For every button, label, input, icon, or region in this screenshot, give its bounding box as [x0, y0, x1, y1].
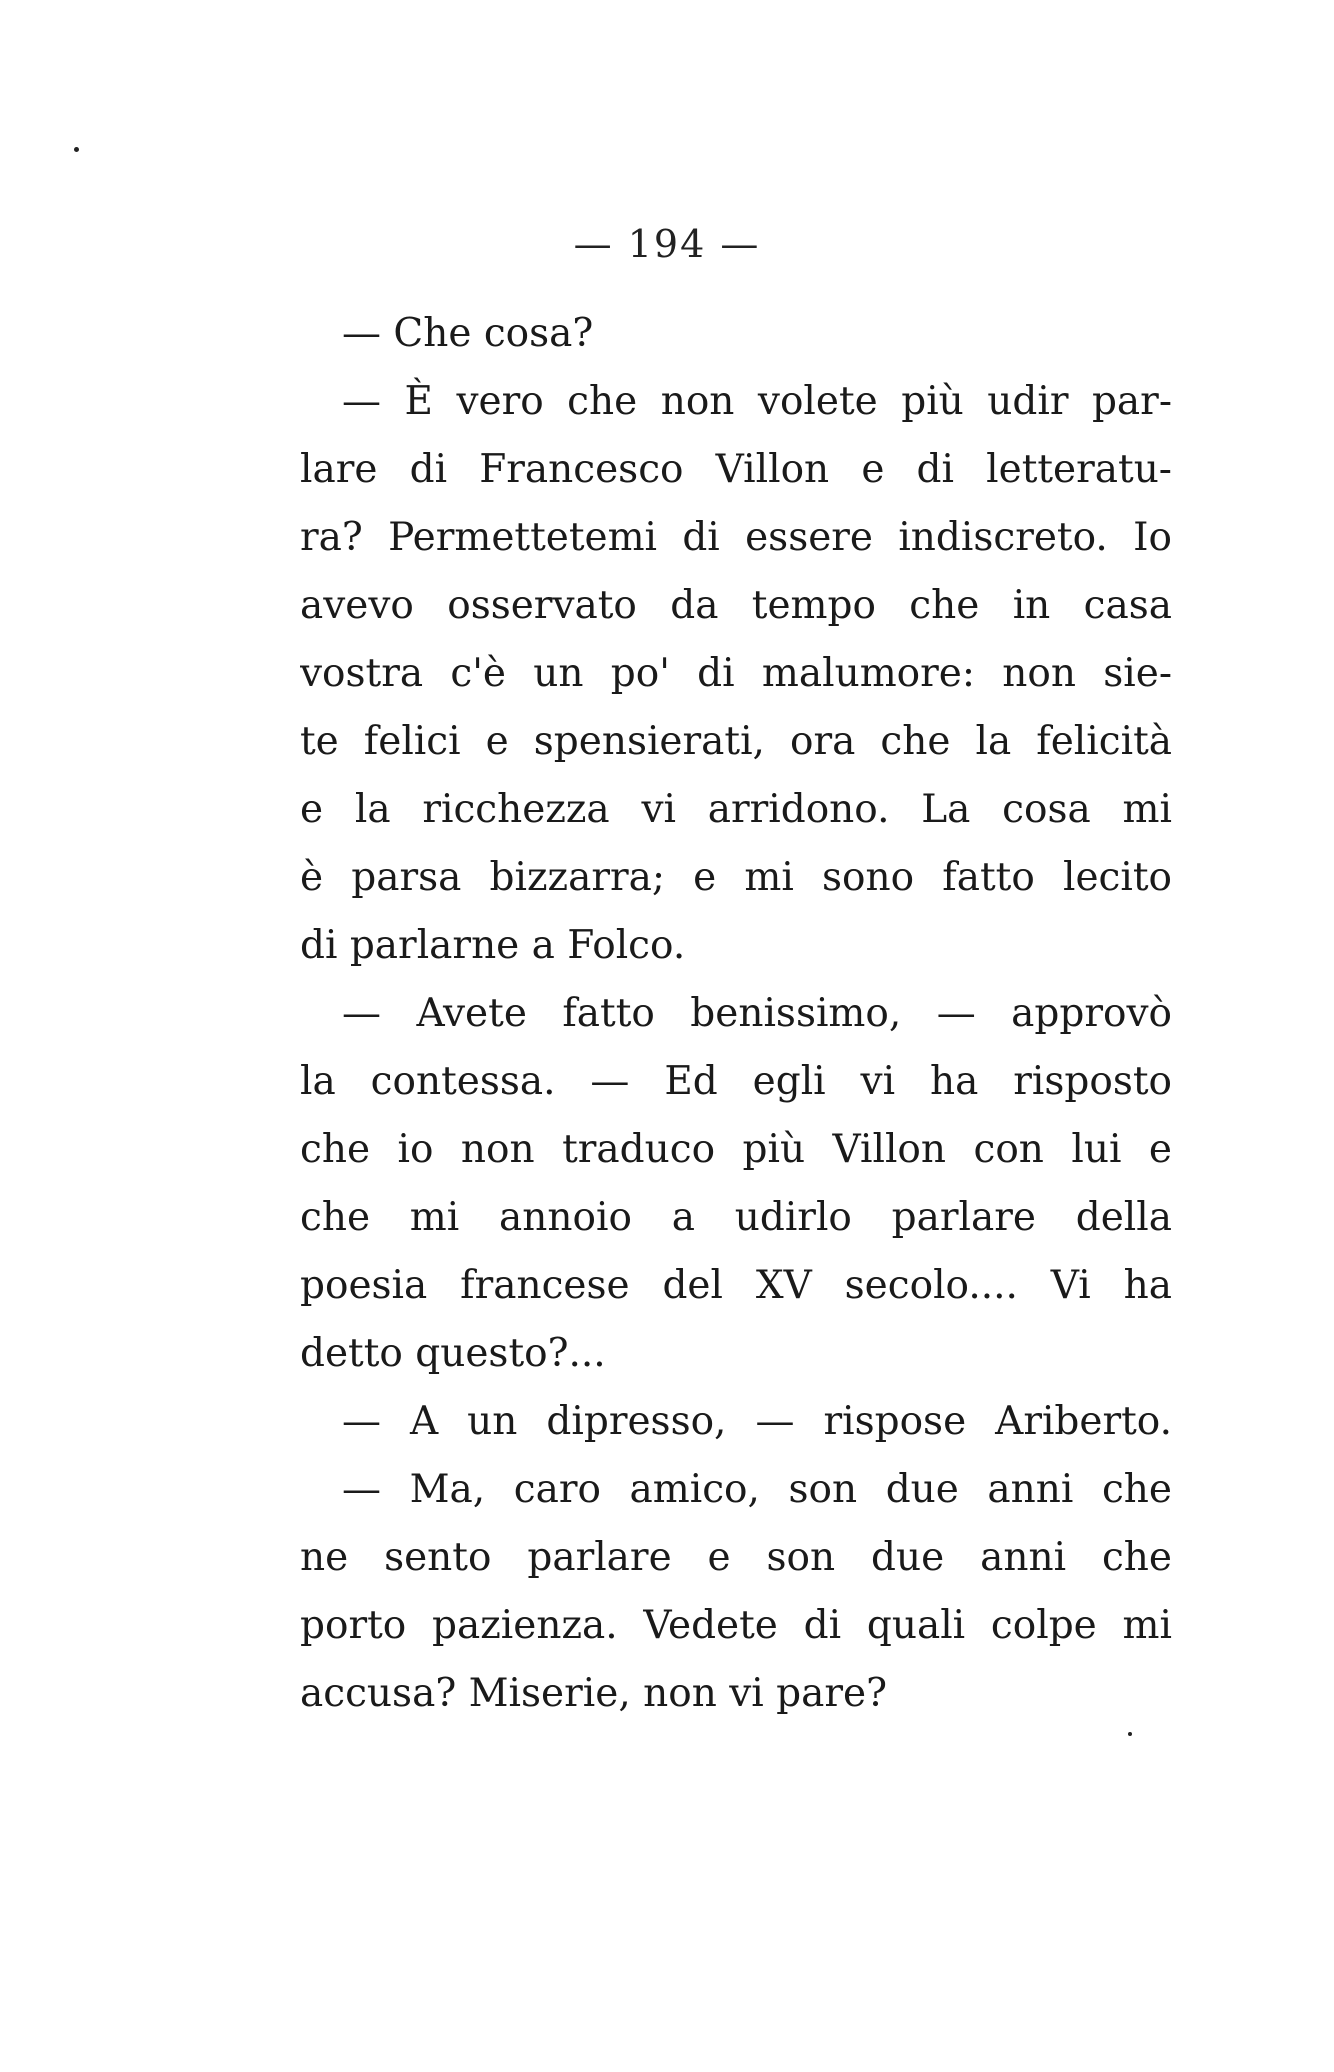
text-line-paragraph-end: accusa? Miserie, non vi pare? [300, 1671, 887, 1716]
paper-speck [74, 147, 79, 152]
text-line: è parsa bizzarra; e mi sono fatto lecito [300, 855, 1172, 900]
text-line-dialogue-start: — Avete fatto benissimo, — approvò [342, 991, 1172, 1036]
text-line-dialogue-start: — È vero che non volete più udir par- [342, 379, 1172, 424]
text-line: porto pazienza. Vedete di quali colpe mi [300, 1603, 1172, 1648]
text-line: che mi annoio a udirlo parlare della [300, 1195, 1172, 1240]
text-line-dialogue-start: — Ma, caro amico, son due anni che [342, 1467, 1172, 1512]
text-line: avevo osservato da tempo che in casa [300, 583, 1172, 628]
text-line: ne sento parlare e son due anni che [300, 1535, 1172, 1580]
text-line: vostra c'è un po' di malumore: non sie- [300, 651, 1172, 696]
body-text [300, 300, 1172, 1728]
text-line: poesia francese del XV secolo.... Vi ha [300, 1263, 1172, 1308]
text-line: lare di Francesco Villon e di letteratu- [300, 447, 1172, 492]
text-line: te felici e spensierati, ora che la felicità [300, 719, 1172, 764]
text-line-paragraph-end: di parlarne a Folco. [300, 923, 686, 968]
text-line: ra? Permettetemi di essere indiscreto. Io [300, 515, 1172, 560]
text-line-dialogue-start: — A un dipresso, — rispose Ariberto. [342, 1399, 1172, 1444]
paper-speck [1128, 1732, 1132, 1736]
page-number: — 194 — [573, 222, 761, 266]
text-line: la contessa. — Ed egli vi ha risposto [300, 1059, 1172, 1104]
text-line: che io non traduco più Villon con lui e [300, 1127, 1172, 1172]
text-line: e la ricchezza vi arridono. La cosa mi [300, 787, 1172, 832]
text-line-dialogue-start: — Che cosa? [342, 311, 594, 356]
text-line-paragraph-end: detto questo?... [300, 1331, 606, 1376]
